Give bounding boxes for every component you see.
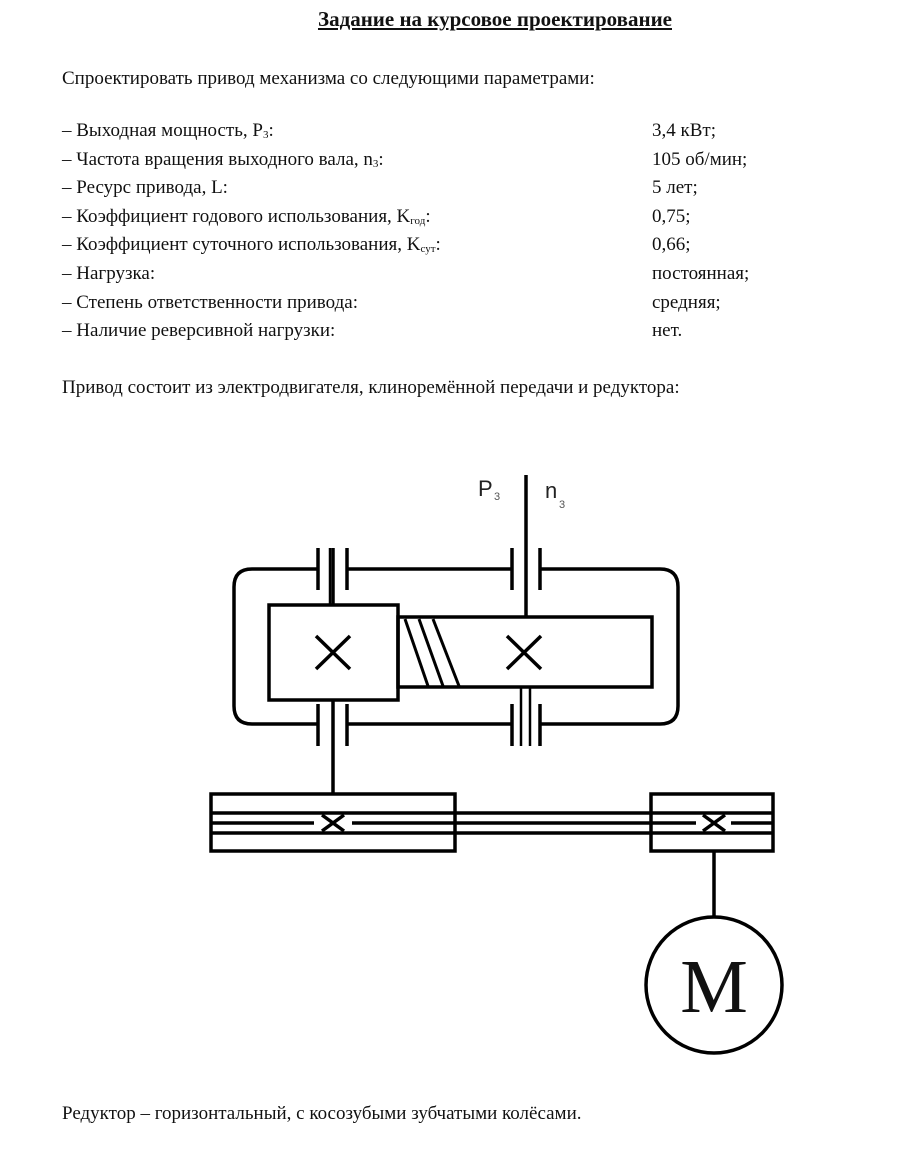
- label-text: – Выходная мощность, P: [62, 120, 263, 141]
- power-sub: 3: [494, 491, 501, 503]
- label-text: – Коэффициент суточного использования, K: [62, 234, 421, 256]
- label-text: – Частота вращения выходного вала, n: [62, 148, 373, 170]
- parameter-value: средняя;: [652, 291, 721, 313]
- label-subscript: год: [410, 214, 426, 227]
- parameter-value: нет.: [652, 320, 683, 342]
- power-label: P: [478, 476, 493, 501]
- pinion-fixed-icon: [316, 636, 350, 669]
- parameter-value: 5 лет;: [652, 177, 698, 199]
- label-text: – Коэффициент годового использования, K: [62, 205, 411, 227]
- helical-teeth-hatch: [405, 619, 459, 686]
- v-belt: [211, 813, 772, 833]
- intro-text: Спроектировать привод механизма со следующими параметрами:: [62, 68, 595, 89]
- page-title: Задание на курсовое проектирование: [317, 7, 672, 31]
- label-text: – Ресурс привода, L:: [62, 177, 228, 199]
- label-text: – Нагрузка:: [62, 263, 156, 284]
- parameter-value: 3,4 кВт;: [652, 120, 716, 141]
- parameter-value: 0,75;: [652, 205, 691, 227]
- label-subscript: 3: [262, 129, 269, 141]
- speed-label: n: [545, 478, 558, 503]
- label-text: – Наличие реверсивной нагрузки:: [62, 320, 336, 342]
- label-suffix: :: [268, 120, 274, 141]
- parameter-value: 105 об/мин;: [652, 148, 748, 170]
- footer-text: Редуктор – горизонтальный, с косозубыми зубчатыми колёсами.: [62, 1103, 582, 1124]
- parameter-value: постоянная;: [652, 263, 750, 284]
- label-suffix: :: [425, 205, 431, 227]
- label-suffix: :: [435, 234, 441, 256]
- label-suffix: :: [378, 148, 384, 170]
- label-text: – Степень ответственности привода:: [62, 291, 358, 313]
- label-subscript: сут: [420, 243, 436, 256]
- speed-sub: 3: [559, 499, 566, 511]
- wheel-fixed-icon: [507, 636, 541, 669]
- parameter-value: 0,66;: [652, 234, 691, 256]
- motor-label: M: [680, 945, 748, 1029]
- label-subscript: 3: [372, 157, 379, 170]
- drive-description: Привод состоит из электродвигателя, клиноремённой передачи и редуктора:: [62, 377, 680, 398]
